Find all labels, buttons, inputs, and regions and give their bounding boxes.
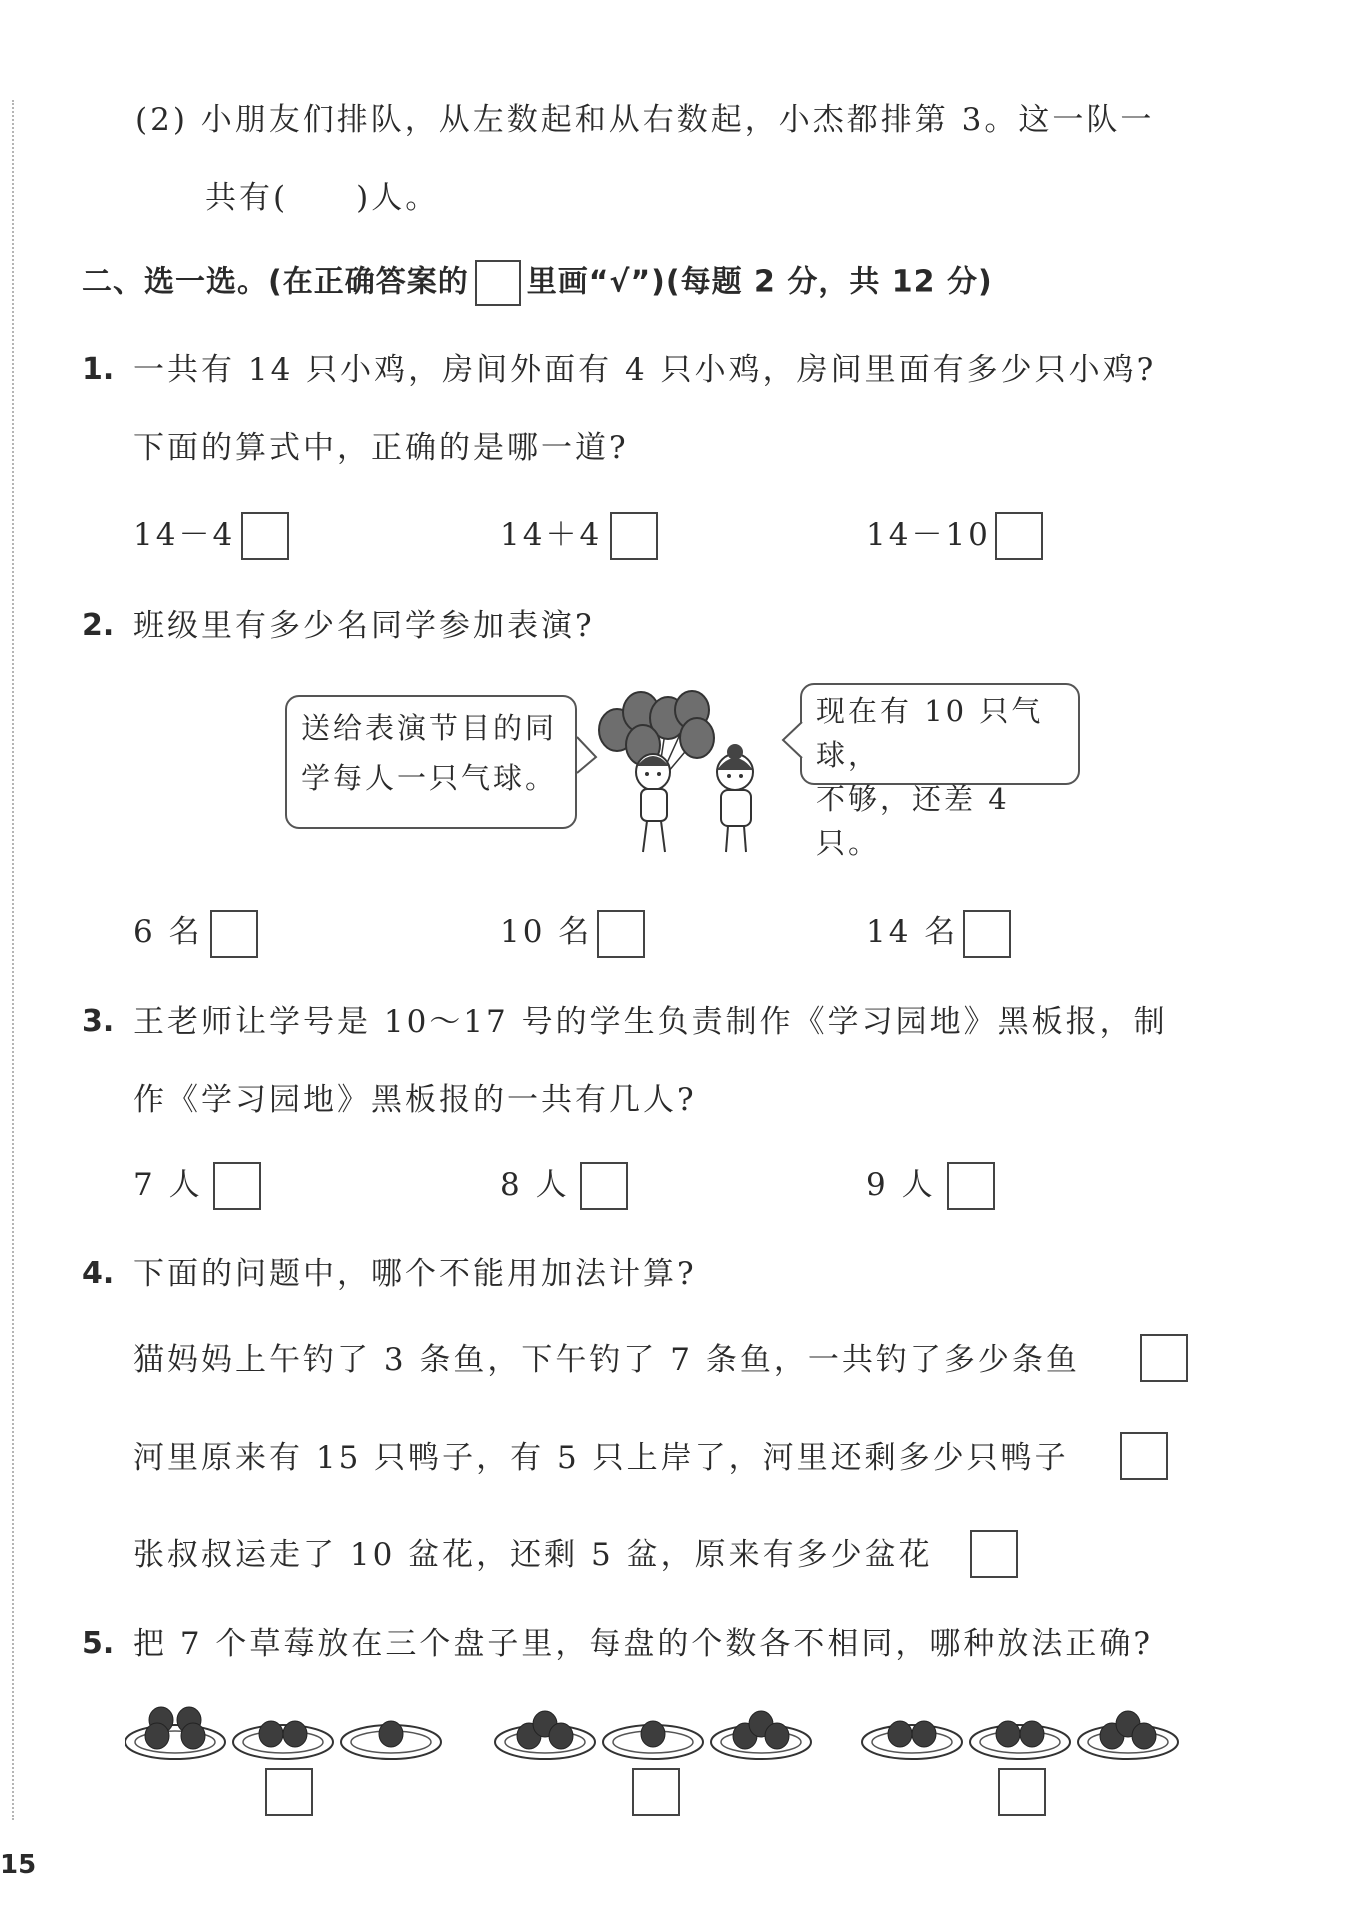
q2-option-checkbox[interactable]: [210, 910, 258, 958]
q4-option-checkbox[interactable]: [970, 1530, 1018, 1578]
question-number: 4.: [82, 1256, 115, 1291]
strawberry: [888, 1721, 912, 1747]
q3-option-label: 8 人: [500, 1167, 570, 1203]
strawberry: [1132, 1723, 1156, 1749]
strawberry: [996, 1721, 1020, 1747]
sub-question-2-line2: 共有( )人。: [205, 180, 440, 216]
plate: [970, 1721, 1070, 1759]
q5-option-checkbox[interactable]: [632, 1768, 680, 1816]
question-4-text: 下面的问题中，哪个不能用加法计算?: [133, 1256, 697, 1292]
section-2-header-prefix: 二、选一选。(在正确答案的: [82, 264, 469, 300]
q1-option-checkbox[interactable]: [995, 512, 1043, 560]
answer-box-sample: [475, 260, 521, 306]
q1-option-label: 14＋4: [500, 517, 603, 553]
strawberry: [549, 1723, 573, 1749]
q3-option-checkbox[interactable]: [947, 1162, 995, 1210]
speech-bubble-line: 不够，还差 4 只。: [816, 782, 1010, 860]
plate: [862, 1721, 962, 1759]
q2-option-label: 6 名: [133, 914, 203, 950]
question-1-line2: 下面的算式中，正确的是哪一道?: [133, 430, 629, 466]
strawberry-plates-illustration: [125, 1690, 1205, 1765]
strawberry: [912, 1721, 936, 1747]
q4-option-label: 张叔叔运走了 10 盆花，还剩 5 盆，原来有多少盆花: [133, 1537, 933, 1573]
q2-option-checkbox[interactable]: [597, 910, 645, 958]
children-with-balloons-illustration: [595, 690, 800, 860]
strawberry: [1020, 1721, 1044, 1747]
plate: [495, 1711, 595, 1759]
strawberry: [641, 1721, 665, 1747]
section-2-header: [82, 260, 993, 306]
q3-option-checkbox[interactable]: [580, 1162, 628, 1210]
q3-option-checkbox[interactable]: [213, 1162, 261, 1210]
section-2-header-suffix: 里画“√”)(每题 2 分，共 12 分): [526, 264, 993, 300]
q1-option-label: 14－4: [133, 517, 236, 553]
question-1-line1: 一共有 14 只小鸡，房间外面有 4 只小鸡，房间里面有多少只小鸡?: [133, 352, 1157, 388]
strawberry: [765, 1723, 789, 1749]
q4-option-label: 猫妈妈上午钓了 3 条鱼，下午钓了 7 条鱼，一共钓了多少条鱼: [133, 1342, 1080, 1378]
q2-option-label: 14 名: [866, 914, 959, 950]
speech-bubble-right: [800, 683, 1080, 860]
q2-option-label: 10 名: [500, 914, 593, 950]
question-number: 2.: [82, 608, 115, 643]
sub-question-2-line1: (2) 小朋友们排队，从左数起和从右数起，小杰都排第 3。这一队一: [135, 102, 1155, 138]
q2-option-checkbox[interactable]: [963, 910, 1011, 958]
strawberry: [145, 1723, 169, 1749]
speech-bubble-line: 现在有 10 只气球，: [816, 694, 1044, 772]
q1-option-label: 14－10: [866, 517, 991, 553]
q3-option-label: 9 人: [866, 1167, 936, 1203]
binding-margin-line: [12, 100, 14, 1820]
q3-option-label: 7 人: [133, 1167, 203, 1203]
strawberry: [283, 1721, 307, 1747]
plate: [233, 1721, 333, 1759]
question-number: 1.: [82, 352, 115, 387]
page-number: 15: [0, 1850, 37, 1880]
plate: [603, 1721, 703, 1759]
q4-option-label: 河里原来有 15 只鸭子，有 5 只上岸了，河里还剩多少只鸭子: [133, 1440, 1069, 1476]
speech-bubble-line: 送给表演节目的同: [301, 711, 558, 745]
q1-option-checkbox[interactable]: [610, 512, 658, 560]
speech-bubble-line: 学每人一只气球。: [301, 761, 558, 795]
plate: [125, 1707, 225, 1759]
q4-option-checkbox[interactable]: [1120, 1432, 1168, 1480]
question-5-text: 把 7 个草莓放在三个盘子里，每盘的个数各不相同，哪种放法正确?: [133, 1626, 1154, 1662]
q4-option-checkbox[interactable]: [1140, 1334, 1188, 1382]
speech-bubble-left: [285, 695, 577, 829]
question-number: 5.: [82, 1626, 115, 1661]
q5-option-checkbox[interactable]: [998, 1768, 1046, 1816]
plate: [711, 1711, 811, 1759]
question-2-text: 班级里有多少名同学参加表演?: [133, 608, 595, 644]
q1-option-checkbox[interactable]: [241, 512, 289, 560]
plate: [1078, 1711, 1178, 1759]
strawberry: [259, 1721, 283, 1747]
question-number: 3.: [82, 1004, 115, 1039]
question-3-line1: 王老师让学号是 10～17 号的学生负责制作《学习园地》黑板报，制: [133, 1004, 1168, 1040]
strawberry: [181, 1723, 205, 1749]
plate: [341, 1721, 441, 1759]
q5-option-checkbox[interactable]: [265, 1768, 313, 1816]
strawberry: [379, 1721, 403, 1747]
question-3-line2: 作《学习园地》黑板报的一共有几人?: [133, 1082, 697, 1118]
